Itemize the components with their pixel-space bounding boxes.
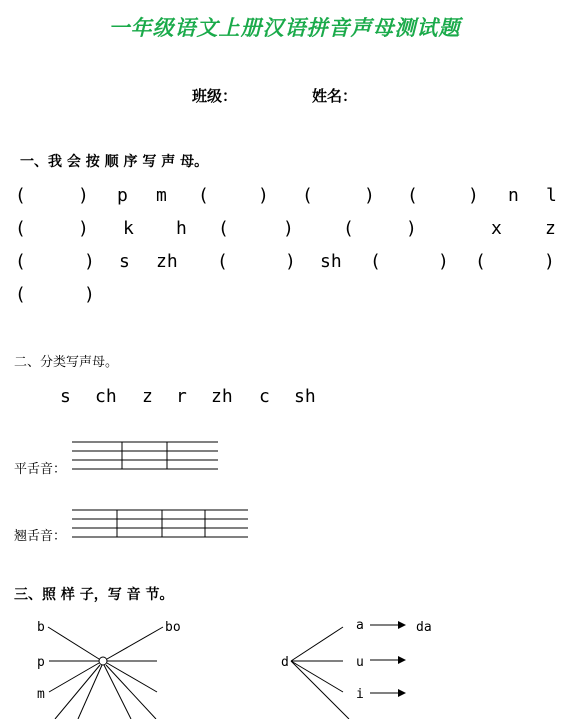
initial-letter: x xyxy=(491,218,502,239)
initial-letter: h xyxy=(176,218,187,239)
initial-letter: s xyxy=(60,386,71,407)
paren-open: ( xyxy=(217,251,228,272)
syllable-example-diagram xyxy=(0,610,569,719)
paren-open: ( xyxy=(302,185,313,206)
paren-close: ) xyxy=(283,218,294,239)
flat-tongue-writing-lines xyxy=(72,441,222,473)
final-i: i xyxy=(356,687,364,702)
paren-close: ) xyxy=(544,251,555,272)
initial-letter: z xyxy=(142,386,153,407)
retroflex-tongue-writing-lines xyxy=(72,509,252,541)
paren-close: ) xyxy=(364,185,375,206)
final-a: a xyxy=(356,618,364,633)
initial-letter: s xyxy=(119,251,130,272)
initial-letter: ch xyxy=(95,386,117,407)
paren-close: ) xyxy=(468,185,479,206)
paren-close: ) xyxy=(78,218,89,239)
paren-open: ( xyxy=(15,218,26,239)
paren-open: ( xyxy=(198,185,209,206)
retroflex-tongue-label: 翘舌音： xyxy=(14,529,67,544)
paren-open: ( xyxy=(343,218,354,239)
initial-letter: l xyxy=(546,185,557,206)
paren-open: ( xyxy=(475,251,486,272)
initial-letter: sh xyxy=(294,386,316,407)
class-label: 班级： xyxy=(192,87,238,105)
paren-close: ) xyxy=(406,218,417,239)
initial-p: p xyxy=(37,655,45,670)
initial-m: m xyxy=(37,687,45,702)
initial-letter: k xyxy=(123,218,134,239)
initial-letter: z xyxy=(545,218,556,239)
initial-letter: r xyxy=(176,386,187,407)
paren-close: ) xyxy=(438,251,449,272)
initial-letter: zh xyxy=(156,251,178,272)
initial-letter: n xyxy=(508,185,519,206)
result-da: da xyxy=(416,620,432,635)
initial-letter: p xyxy=(117,185,128,206)
paren-open: ( xyxy=(218,218,229,239)
initial-letter: m xyxy=(156,185,167,206)
initial-letter: zh xyxy=(211,386,233,407)
final-u: u xyxy=(356,655,364,670)
paren-close: ) xyxy=(78,185,89,206)
paren-close: ) xyxy=(285,251,296,272)
section1-heading: 一、我 会 按 顺 序 写 声 母。 xyxy=(20,154,209,170)
paren-close: ) xyxy=(84,251,95,272)
initial-letter: sh xyxy=(320,251,342,272)
paren-open: ( xyxy=(407,185,418,206)
initial-letter: c xyxy=(259,386,270,407)
page-title: 一年级语文上册汉语拼音声母测试题 xyxy=(108,15,461,40)
paren-open: ( xyxy=(370,251,381,272)
paren-close: ) xyxy=(84,284,95,305)
section2-heading: 二、分类写声母。 xyxy=(14,355,119,370)
paren-open: ( xyxy=(15,185,26,206)
center-o-node xyxy=(99,657,107,665)
flat-tongue-label: 平舌音： xyxy=(14,462,67,477)
result-bo: bo xyxy=(165,620,181,635)
initial-b: b xyxy=(37,620,45,635)
name-label: 姓名： xyxy=(312,87,358,105)
paren-open: ( xyxy=(15,251,26,272)
initial-d: d xyxy=(281,655,289,670)
section3-heading: 三、照 样 子，写 音 节。 xyxy=(14,587,174,603)
paren-open: ( xyxy=(15,284,26,305)
paren-close: ) xyxy=(258,185,269,206)
